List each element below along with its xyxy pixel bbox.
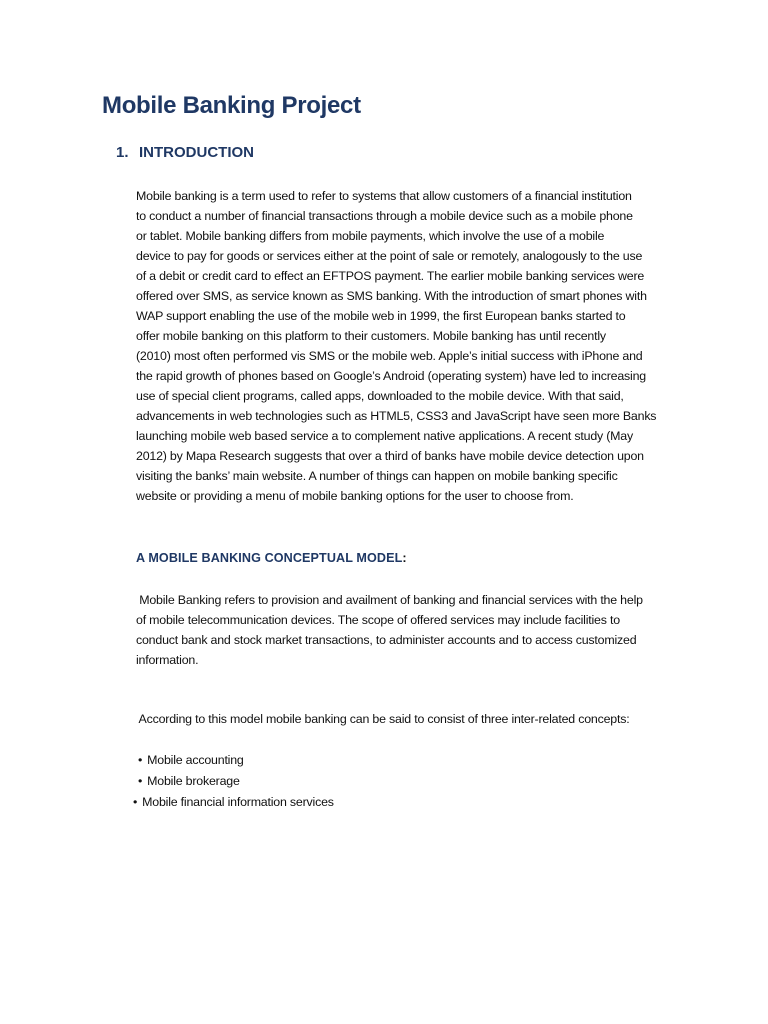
conceptual-model-heading-text: A MOBILE BANKING CONCEPTUAL MODEL: [136, 551, 403, 565]
model-paragraph: [136, 590, 684, 670]
intro-line: offer mobile banking on this platform to their customers. Mobile banking has until recently: [136, 329, 606, 343]
intro-line: 2012) by Mapa Research suggests that over a third of banks have mobile device detection upon: [136, 449, 644, 463]
intro-line: device to pay for goods or services either at the point of sale or remotely, analogously to the use: [136, 249, 643, 263]
model-line: conduct bank and stock market transactions, to administer accounts and to access customized: [136, 633, 637, 647]
section-heading: [116, 144, 254, 161]
section-heading-text: INTRODUCTION: [139, 144, 254, 161]
intro-line: launching mobile web based service a to complement native applications. A recent study (May: [136, 429, 633, 443]
intro-paragraph: [136, 186, 684, 506]
intro-line: use of special client programs, called apps, downloaded to the mobile device. With that said,: [136, 389, 624, 403]
concepts-intro-line: According to this model mobile banking can be said to consist of three inter-related concepts:: [136, 712, 630, 726]
intro-line: (2010) most often performed vis SMS or the mobile web. Apple’s initial success with iPhone and: [136, 349, 643, 363]
list-item-text: Mobile financial information services: [142, 795, 334, 809]
intro-line: of a debit or credit card to effect an EFTPOS payment. The earlier mobile banking services were: [136, 269, 645, 283]
list-item: [138, 771, 240, 791]
list-item-text: Mobile brokerage: [147, 774, 240, 788]
intro-line: visiting the banks’ main website. A number of things can happen on mobile banking specific: [136, 469, 618, 483]
model-line: of mobile telecommunication devices. The scope of offered services may include facilities to: [136, 613, 620, 627]
intro-line: offered over SMS, as service known as SMS banking. With the introduction of smart phones with: [136, 289, 647, 303]
bullet-icon: •: [138, 774, 143, 788]
concepts-intro-paragraph: [136, 709, 684, 729]
list-item: [138, 750, 244, 770]
bullet-icon: •: [138, 753, 143, 767]
section-number: 1.: [116, 144, 129, 161]
model-line: Mobile Banking refers to provision and availment of banking and financial services with the help: [136, 593, 643, 607]
document-title: Mobile Banking Project: [102, 92, 361, 119]
list-item-text: Mobile accounting: [147, 753, 244, 767]
intro-line: or tablet. Mobile banking differs from mobile payments, which involve the use of a mobile: [136, 229, 605, 243]
intro-line: advancements in web technologies such as HTML5, CSS3 and JavaScript have seen more Banks: [136, 409, 657, 423]
model-line: information.: [136, 653, 199, 667]
intro-line: Mobile banking is a term used to refer to systems that allow customers of a financial institution: [136, 189, 632, 203]
conceptual-model-heading: [136, 551, 407, 565]
list-item: [133, 792, 334, 812]
intro-line: to conduct a number of financial transactions through a mobile device such as a mobile phone: [136, 209, 633, 223]
intro-line: WAP support enabling the use of the mobile web in 1999, the first European banks started to: [136, 309, 626, 323]
intro-line: the rapid growth of phones based on Google’s Android (operating system) have led to increasing: [136, 369, 646, 383]
bullet-icon: •: [133, 795, 138, 809]
intro-line: website or providing a menu of mobile banking options for the user to choose from.: [136, 489, 574, 503]
heading-colon: :: [402, 551, 407, 565]
